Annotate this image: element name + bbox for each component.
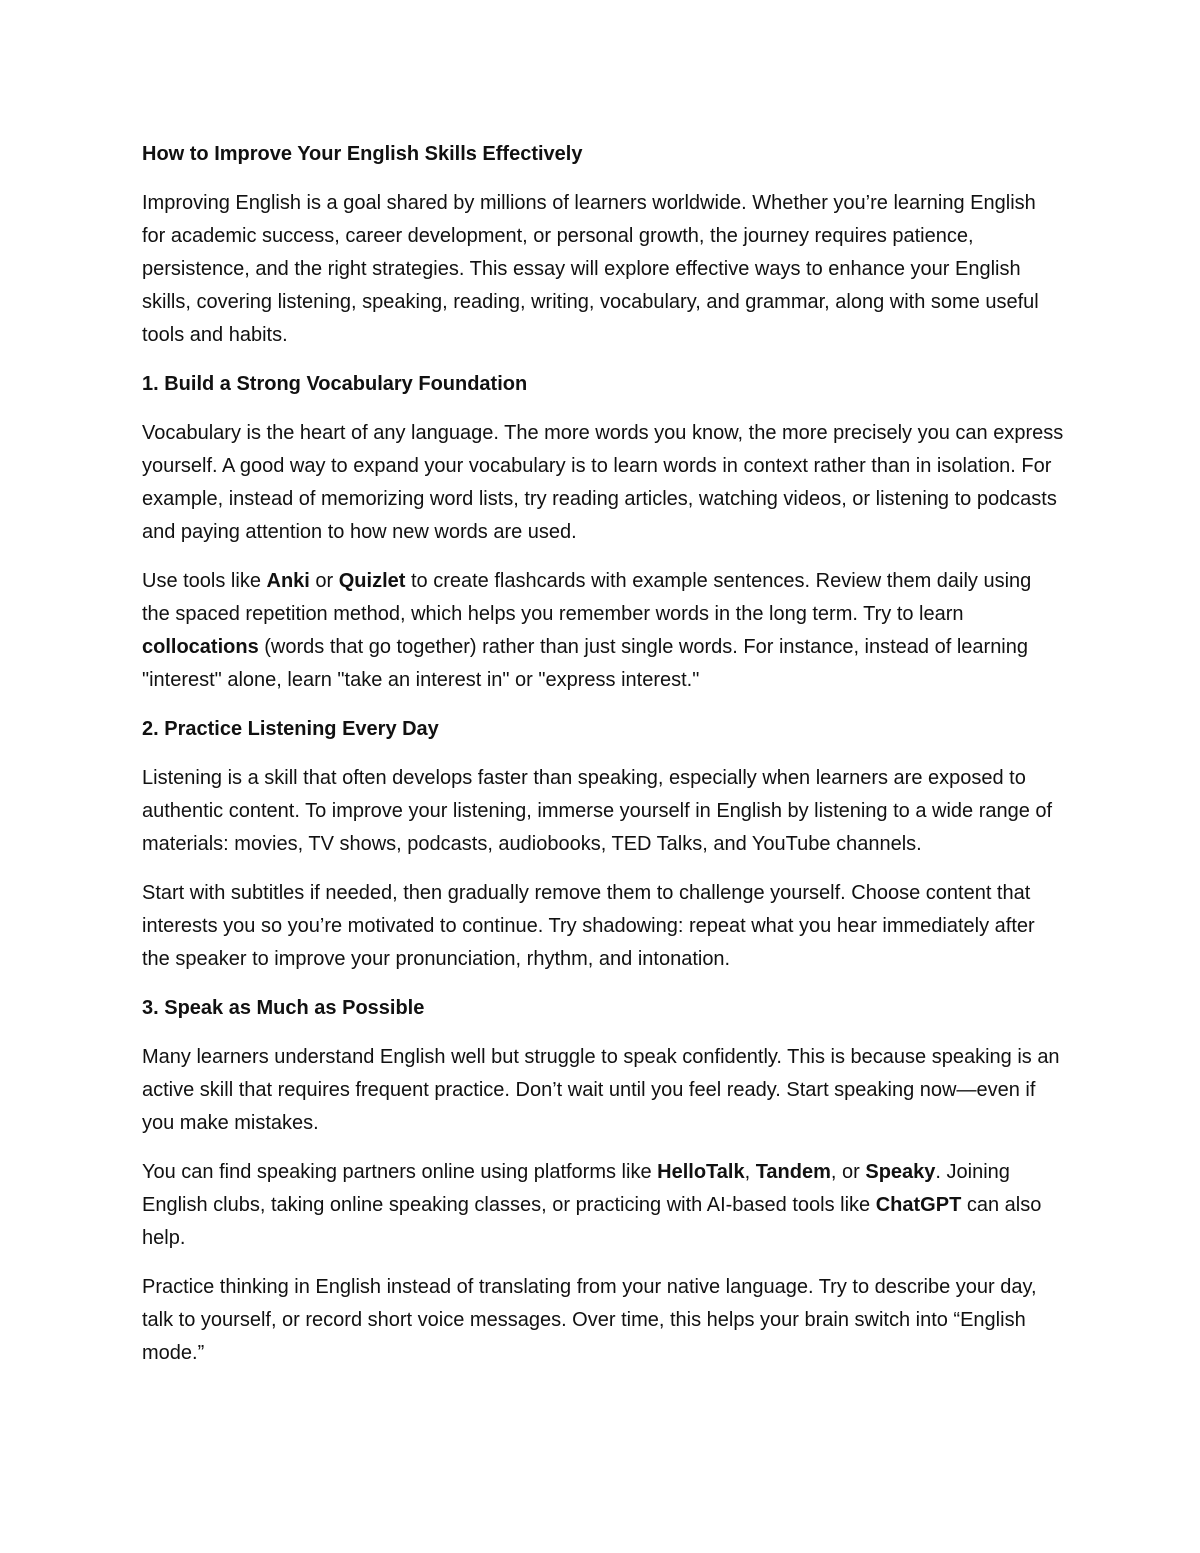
vocabulary-paragraph-2	[142, 565, 1064, 697]
document-title: How to Improve Your English Skills Effectively	[142, 143, 583, 165]
listening-paragraph-2: Start with subtitles if needed, then gradually remove them to challenge yourself. Choose content that interests you so you’re motivated to continue. Try shadowing: repeat what you hear immediately after the speaker to improve your pronunciation, rhythm, and intonation.	[142, 882, 1035, 970]
text-run: ,	[744, 1161, 756, 1183]
tool-name-quizlet: Quizlet	[338, 570, 406, 592]
text-run: . Joining English clubs, taking online speaking classes, or practicing with AI-based tools like	[142, 1161, 1010, 1216]
text-run: to create flashcards with example sentences. Review them daily using the spaced repetition method, which helps you remember words in the long term. Try to learn	[142, 570, 1032, 625]
intro-paragraph: Improving English is a goal shared by millions of learners worldwide. Whether you’re learning English for academic success, career development, or personal growth, the journey requires patience, persistence, and the right strategies. This essay will explore effective ways to enhance your English skills, covering listening, speaking, reading, writing, vocabulary, and grammar, along with some useful tools and habits.	[142, 192, 1039, 346]
tool-name-speaky: Speaky	[865, 1161, 936, 1183]
text-run: can also help.	[142, 1194, 1042, 1249]
text-run: (words that go together) rather than just single words. For instance, instead of learning "interest" alone, learn "take an interest in" or "express interest."	[142, 636, 1028, 691]
section-heading-listening: 2. Practice Listening Every Day	[142, 718, 439, 740]
tool-name-anki: Anki	[266, 570, 310, 592]
section-heading-vocabulary: 1. Build a Strong Vocabulary Foundation	[142, 373, 528, 395]
term-collocations: collocations	[142, 636, 259, 658]
document-page	[142, 138, 1064, 1386]
speaking-paragraph-3: Practice thinking in English instead of translating from your native language. Try to describe your day, talk to yourself, or record short voice messages. Over time, this helps your brain switch into “English mode.”	[142, 1276, 1037, 1364]
speaking-paragraph-2	[142, 1156, 1064, 1255]
text-run: , or	[830, 1161, 866, 1183]
text-run: You can find speaking partners online using platforms like	[142, 1161, 658, 1183]
listening-paragraph-1: Listening is a skill that often develops faster than speaking, especially when learners are exposed to authentic content. To improve your listening, immerse yourself in English by listening to a wide range of materials: movies, TV shows, podcasts, audiobooks, TED Talks, and YouTube channels.	[142, 767, 1053, 855]
text-run: Use tools like	[142, 570, 267, 592]
tool-name-chatgpt: ChatGPT	[875, 1194, 962, 1216]
tool-name-tandem: Tandem	[755, 1161, 831, 1183]
vocabulary-paragraph-1: Vocabulary is the heart of any language. The more words you know, the more precisely you can express yourself. A good way to expand your vocabulary is to learn words in context rather than in isolation. For example, instead of memorizing word lists, try reading articles, watching videos, or listening to podcasts and paying attention to how new words are used.	[142, 422, 1064, 543]
text-run: or	[309, 570, 339, 592]
speaking-paragraph-1: Many learners understand English well but struggle to speak confidently. This is because speaking is an active skill that requires frequent practice. Don’t wait until you feel ready. Start speaking now—even if you make mistakes.	[142, 1046, 1060, 1134]
section-heading-speaking: 3. Speak as Much as Possible	[142, 997, 425, 1019]
tool-name-hellotalk: HelloTalk	[657, 1161, 745, 1183]
